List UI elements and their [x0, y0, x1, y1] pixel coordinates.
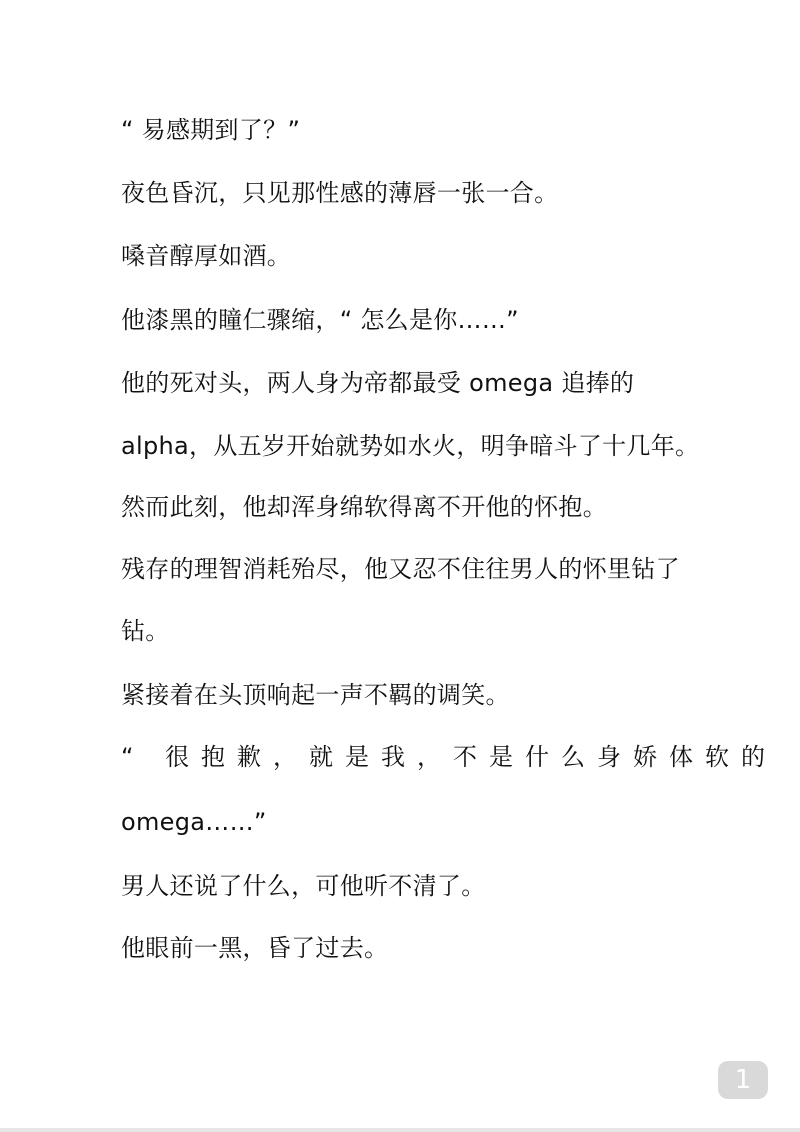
- text-line-12: omega……”: [121, 808, 267, 836]
- bottom-divider: [0, 1128, 800, 1132]
- text-line-9: 钻。: [121, 617, 170, 645]
- text-line-2: 夜色昏沉，只见那性感的薄唇一张一合。: [121, 179, 559, 207]
- text-line-8: 残存的理智消耗殆尽，他又忍不住往男人的怀里钻了: [121, 555, 680, 583]
- text-line-7: 然而此刻，他却浑身绵软得离不开他的怀抱。: [121, 493, 607, 521]
- text-line-1: “ 易感期到了？”: [121, 116, 301, 144]
- text-line-4: 他漆黑的瞳仁骤缩，“ 怎么是你……”: [121, 306, 519, 334]
- text-line-14: 他眼前一黑，昏了过去。: [121, 934, 389, 962]
- text-line-10: 紧接着在头顶响起一声不羁的调笑。: [121, 681, 510, 709]
- text-line-3: 嗓音醇厚如酒。: [121, 242, 292, 270]
- page-number-badge: 1: [718, 1061, 768, 1099]
- text-line-13: 男人还说了什么，可他听不清了。: [121, 872, 486, 900]
- text-line-6: alpha，从五岁开始就势如水火，明争暗斗了十几年。: [121, 432, 700, 460]
- text-line-5: 他的死对头，两人身为帝都最受 omega 追捧的: [121, 369, 635, 397]
- text-line-11: “ 很抱歉，就是我，不是什么身娇体软的: [121, 743, 778, 771]
